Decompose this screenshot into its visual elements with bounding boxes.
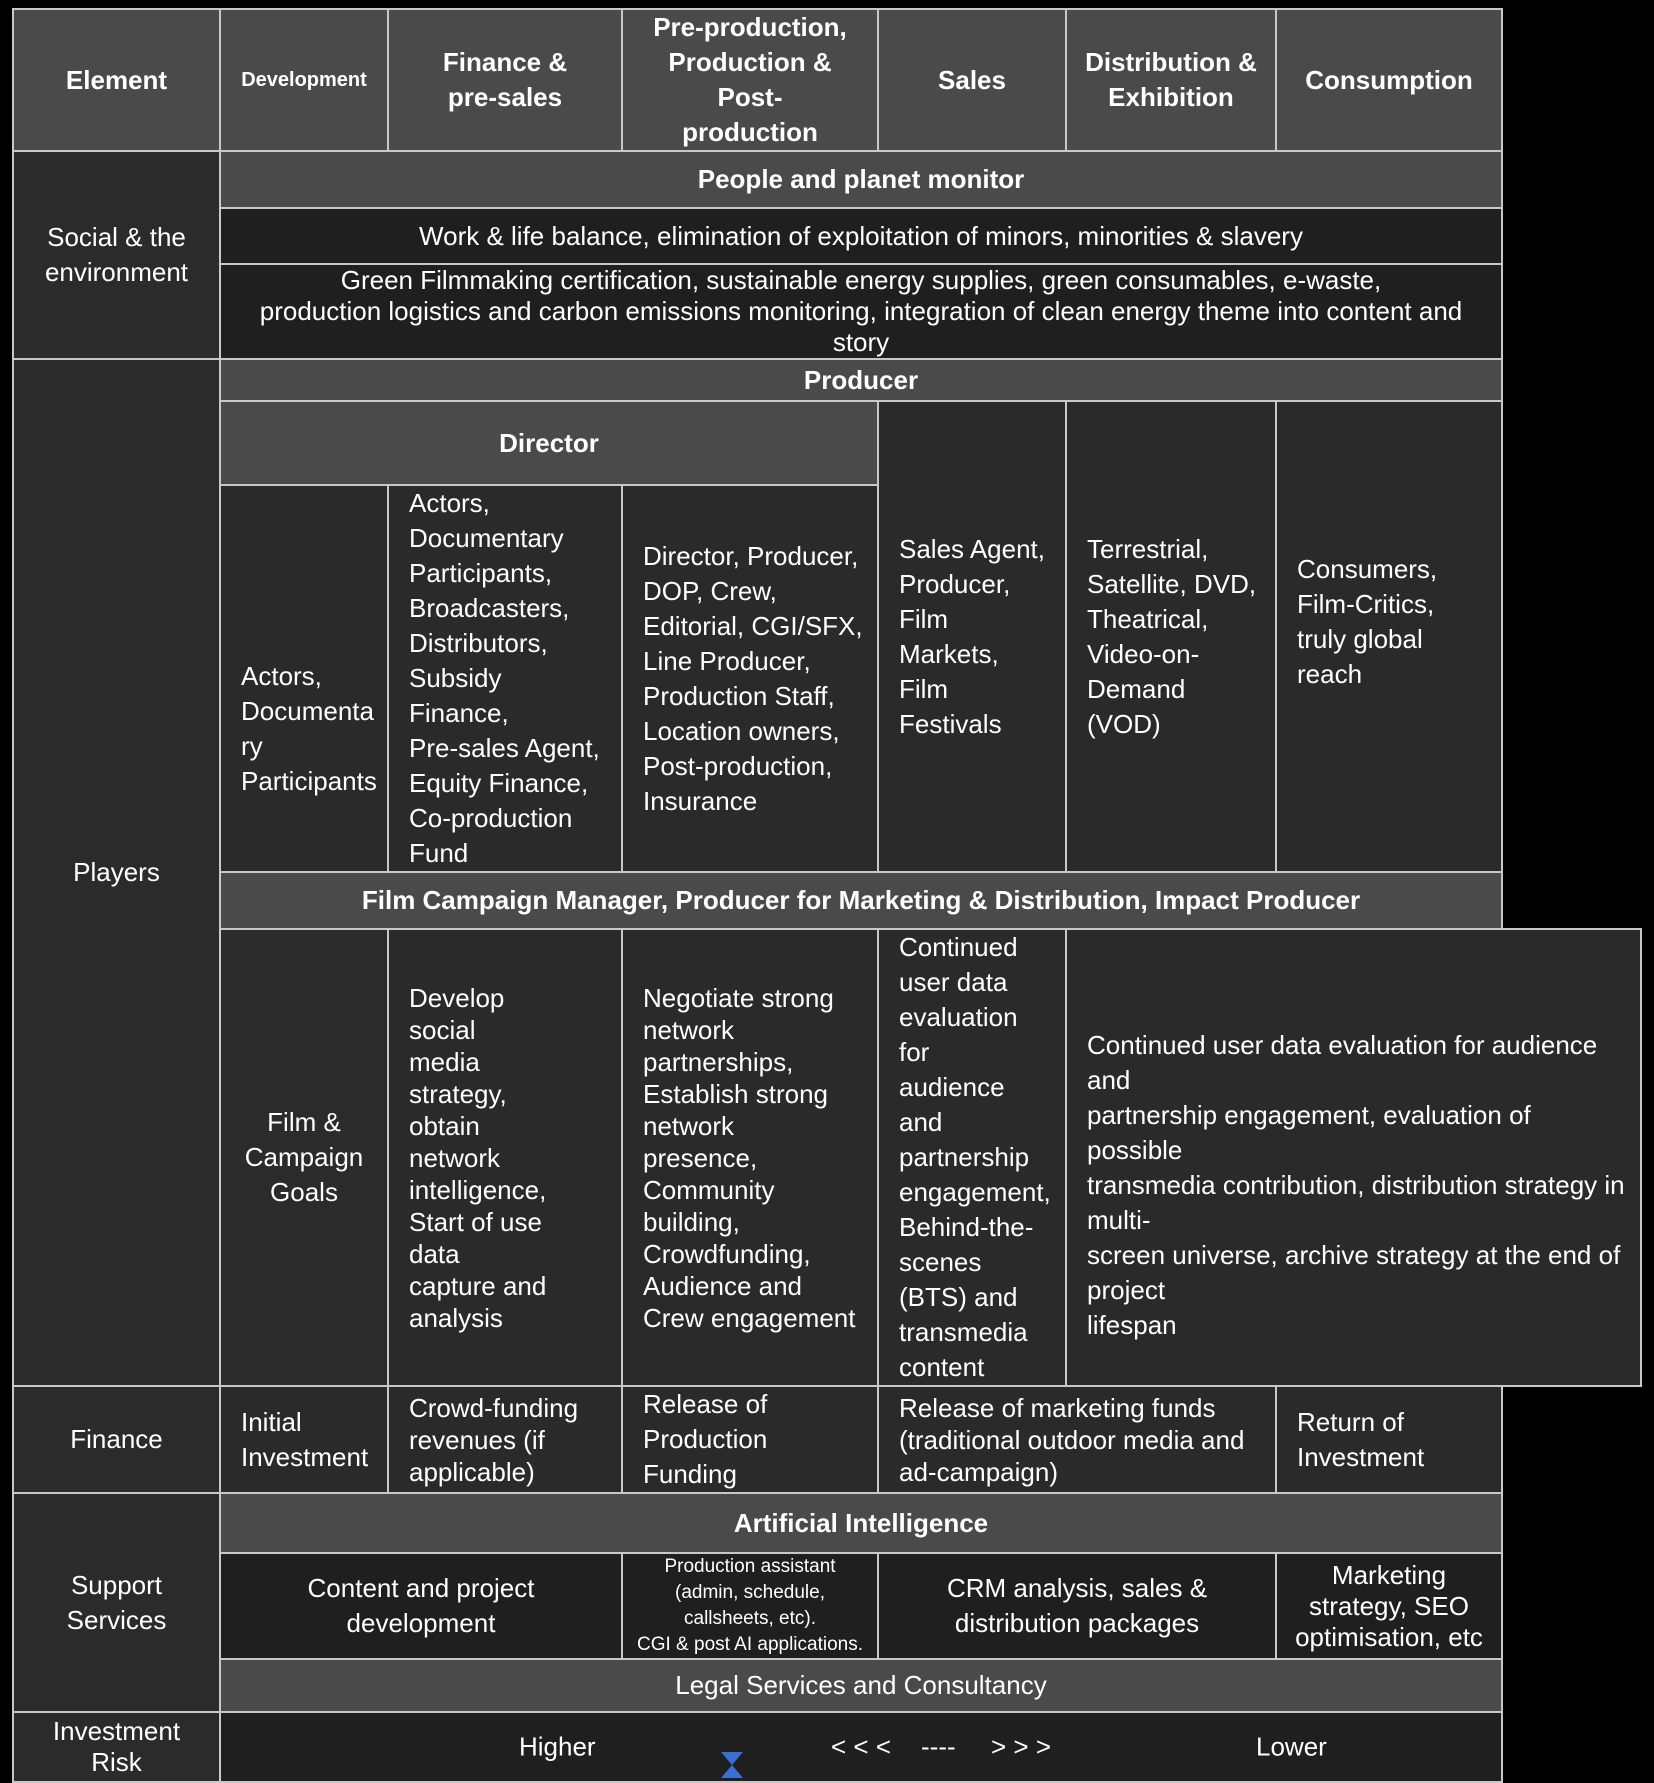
producer-band: Producer <box>220 359 1502 401</box>
header-element: Element <box>13 9 220 151</box>
row-label-players: Players <box>13 359 220 1386</box>
goals-development: Develop social media strategy, obtain network intelligence, Start of use data capture and analysis <box>388 929 622 1386</box>
risk-dashes: ---- <box>921 1731 956 1762</box>
risk-left-arrows: < < < <box>831 1731 891 1762</box>
goals-finance: Negotiate strong network partnerships, Establish strong network presence, Community building, Crowdfunding, Audience and Crew engagement <box>622 929 878 1386</box>
header-consumption: Consumption <box>1276 9 1502 151</box>
artificial-intelligence-band: Artificial Intelligence <box>220 1493 1502 1553</box>
finance-consumption: Return of Investment <box>1276 1386 1502 1493</box>
players-finance: Actors, Documentary Participants, Broadcasters, Distributors, Subsidy Finance, Pre-sales Agent, Equity Finance, Co-production Fund <box>388 485 622 872</box>
row-label-goals: Film & Campaign Goals <box>220 929 388 1386</box>
work-life-balance: Work & life balance, elimination of exploitation of minors, minorities & slavery <box>220 208 1502 264</box>
players-production: Director, Producer, DOP, Crew, Editorial, CGI/SFX, Line Producer, Production Staff, Location owners, Post-production, Insurance <box>622 485 878 872</box>
finance-development: Initial Investment <box>220 1386 388 1493</box>
row-label-social: Social & the environment <box>13 151 220 359</box>
row-label-finance: Finance <box>13 1386 220 1493</box>
campaign-manager-band: Film Campaign Manager, Producer for Marketing & Distribution, Impact Producer <box>220 872 1502 929</box>
hourglass-icon <box>721 1752 743 1778</box>
goals-later-stages: Continued user data evaluation for audience and partnership engagement, evaluation of possible transmedia contribution, distribution strategy in multi- screen universe, archive strategy at the end of project lifespan <box>1066 929 1641 1386</box>
players-distribution: Terrestrial, Satellite, DVD, Theatrical, Video-on- Demand (VOD) <box>1066 401 1276 872</box>
film-value-chain-table <box>12 8 1642 1783</box>
risk-higher: Higher <box>519 1731 596 1762</box>
finance-finance: Crowd-funding revenues (if applicable) <box>388 1386 622 1493</box>
people-planet-monitor: People and planet monitor <box>220 151 1502 208</box>
finance-sales-distribution: Release of marketing funds (traditional outdoor media and ad-campaign) <box>878 1386 1276 1493</box>
support-content-development: Content and project development <box>220 1553 622 1659</box>
support-production-assistant: Production assistant (admin, schedule, callsheets, etc). CGI & post AI applications. <box>622 1553 878 1659</box>
players-development: Actors, Documenta ry Participants <box>220 485 388 872</box>
header-development: Development <box>220 9 388 151</box>
header-sales: Sales <box>878 9 1066 151</box>
risk-lower: Lower <box>1256 1731 1327 1762</box>
green-filmmaking: Green Filmmaking certification, sustainable energy supplies, green consumables, e-waste, production logistics and carbon emissions monitoring, integration of clean energy theme into content and story <box>220 264 1502 359</box>
players-consumption: Consumers, Film-Critics, truly global reach <box>1276 401 1502 872</box>
players-sales: Sales Agent, Producer, Film Markets, Film Festivals <box>878 401 1066 872</box>
support-crm-analysis: CRM analysis, sales & distribution packages <box>878 1553 1276 1659</box>
header-distribution: Distribution & Exhibition <box>1066 9 1276 151</box>
support-marketing-strategy: Marketing strategy, SEO optimisation, etc <box>1276 1553 1502 1659</box>
risk-right-arrows: > > > <box>991 1731 1051 1762</box>
header-finance-presales: Finance & pre-sales <box>388 9 622 151</box>
goals-production: Continued user data evaluation for audience and partnership engagement, Behind-the-scenes (BTS) and transmedia content <box>878 929 1066 1386</box>
legal-services-band: Legal Services and Consultancy <box>220 1659 1502 1712</box>
finance-production: Release of Production Funding <box>622 1386 878 1493</box>
director-band: Director <box>220 401 878 485</box>
header-production: Pre-production, Production & Post- production <box>622 9 878 151</box>
investment-risk-scale <box>220 1712 1502 1782</box>
row-label-risk: Investment Risk <box>13 1712 220 1782</box>
row-label-support: Support Services <box>13 1493 220 1712</box>
